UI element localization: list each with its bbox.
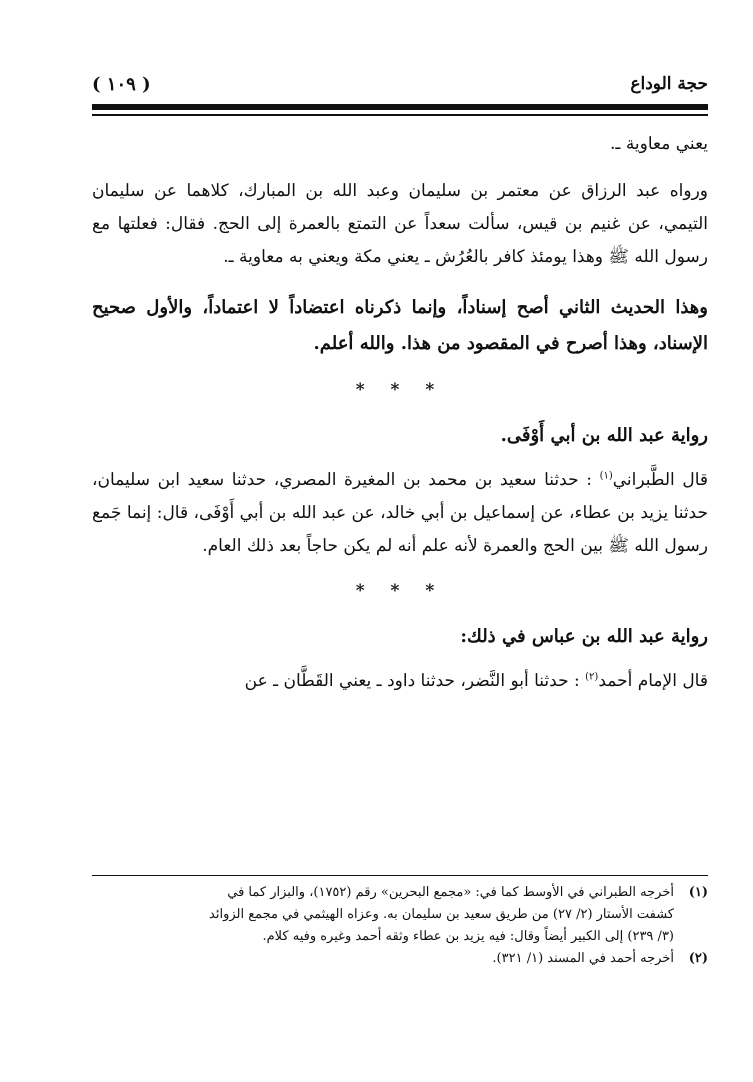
footnote-ref-2: (٢) [585, 671, 599, 683]
footnote-2-text: أخرجه أحمد في المسند (١/ ٣٢١). [492, 951, 674, 966]
footnote-divider [92, 875, 708, 876]
page-header [92, 72, 708, 96]
footnote-1-text-1: أخرجه الطبراني في الأوسط كما في: «مجمع البحرين» رقم (١٧٥٢)، والبزار كما في [227, 885, 674, 900]
footnote-1-number: (١) [688, 885, 708, 900]
paragraph-1: يعني معاوية ـ. [610, 134, 708, 154]
separator-stars-1: * * * [355, 380, 445, 400]
footnotes [92, 882, 708, 970]
separator-stars-2: * * * [355, 581, 445, 601]
footnote-ref-1: (١) [599, 470, 613, 482]
footnote-2 [92, 948, 708, 970]
paragraph-5-rest: : حدثنا أبو النَّضر، حدثنا داود ـ يعني القَطَّان ـ عن [244, 671, 580, 691]
paragraph-3-bold: وهذا الحديث الثاني أصح إسناداً، وإنما ذكرناه اعتضاداً لا اعتماداً، والأول صحيح الإسناد، وهذا أصرح في المقصود من هذا. والله أعلم. [92, 297, 708, 354]
main-text [92, 128, 708, 698]
paragraph-5-start: قال الإمام أحمد [598, 671, 708, 691]
footnote-1-line-1 [92, 882, 708, 904]
paragraph-2: ورواه عبد الرزاق عن معتمر بن سليمان وعبد الله بن المبارك، كلاهما عن سليمان التيمي، عن غنيم بن قيس، سألت سعداً عن التمتع بالعمرة إلى الحج. فقال: فعلتها مع رسول الله ﷺ وهذا يومئذ كافر بالعُرُش ـ يعني مكة ويعني به معاوية ـ. [92, 181, 708, 267]
header-rule-thin [92, 114, 708, 116]
header-rule-thick [92, 104, 708, 110]
section-heading-ibn-abbas: رواية عبد الله بن عباس في ذلك: [460, 626, 708, 647]
page-number: ( ١٠٩ ) [92, 73, 151, 95]
paragraph-4-rest: : حدثنا سعيد بن محمد بن المغيرة المصري، حدثنا سعيد ابن سليمان، حدثنا يزيد بن عطاء، عن إسماعيل بن أبي خالد، عن عبد الله بن أبي أَوْفَى، قال: إنما جَمع رسول الله ﷺ بين الحج والعمرة لأنه علم أنه لم يكن حاجاً بعد ذلك العام. [92, 470, 708, 556]
footnote-1-line-3: (٣/ ٢٣٩) إلى الكبير أيضاً وقال: فيه يزيد بن عطاء وثقه أحمد وغيره وفيه كلام. [262, 929, 674, 944]
section-heading-ibn-abi-awfa: رواية عبد الله بن أبي أَوْفَى. [500, 425, 708, 446]
paragraph-4-start: قال الطَّبراني [612, 470, 709, 490]
footnote-1-line-2: كشفت الأستار (٢/ ٢٧) من طريق سعيد بن سليمان به. وعزاه الهيثمي في مجمع الزوائد [209, 907, 674, 922]
running-head: حجة الوداع [630, 74, 708, 94]
footnote-2-number: (٢) [688, 951, 708, 966]
paragraph-4 [92, 464, 708, 563]
paragraph-5 [92, 665, 708, 698]
